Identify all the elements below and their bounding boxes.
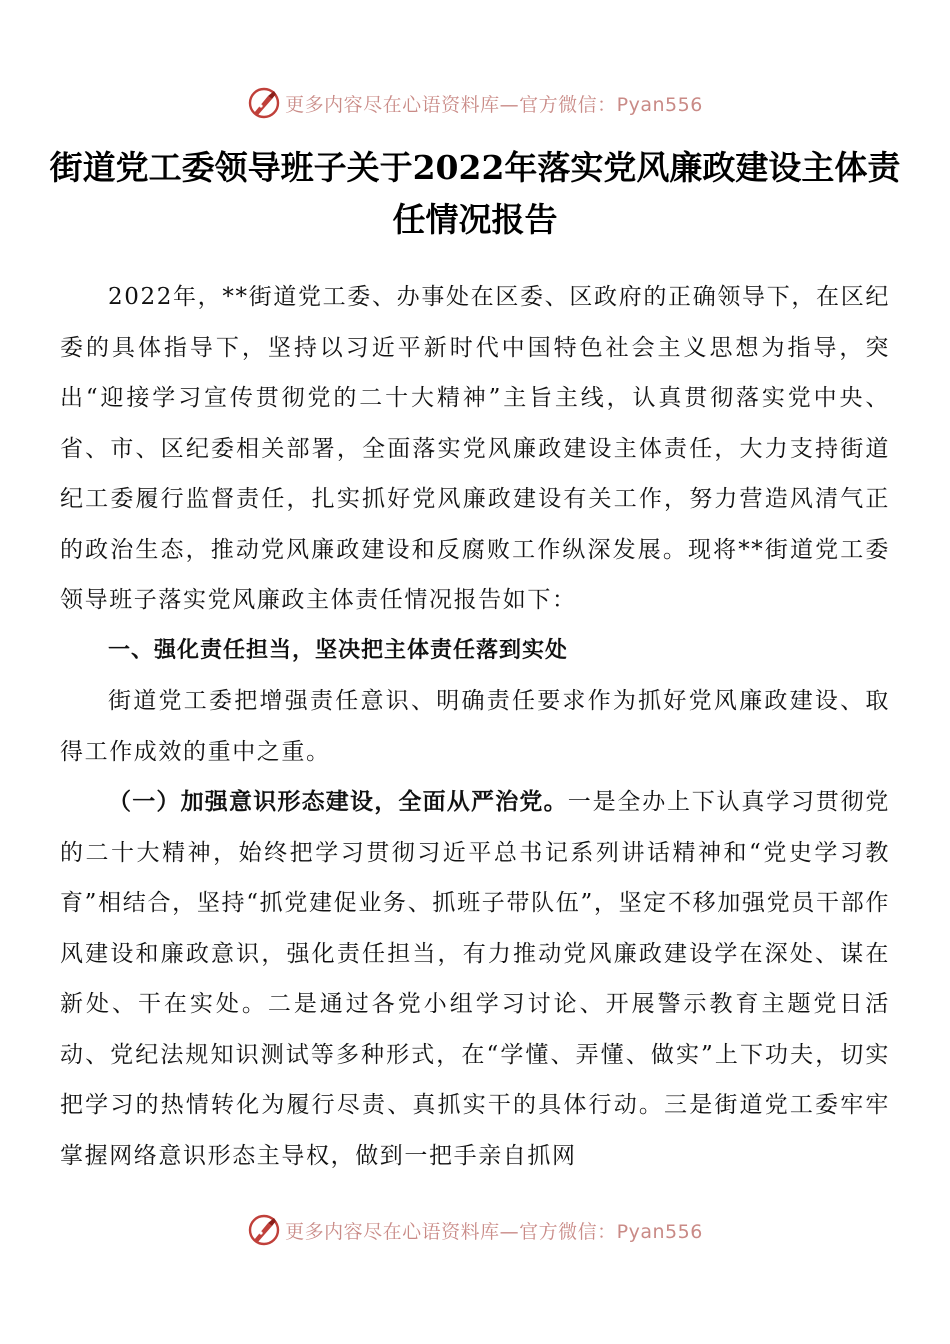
intro-paragraph: 2022年，**街道党工委、办事处在区委、区政府的正确领导下，在区纪委的具体指导下，坚持以习近平新时代中国特色社会主义思想为指导，突出“迎接学习宣传贯彻党的二十大精神”主旨主线，认真贯彻落实党中央、省、市、区纪委相关部署，全面落实党风廉政建设主体责任，大力支持街道纪工委履行监督责任，扎实抓好党风廉政建设有关工作，努力营造风清气正的政治生态，推动党风廉政建设和反腐败工作纵深发展。现将**街道党工委领导班子落实党风廉政主体责任情况报告如下： (60, 284, 890, 613)
document-title: 街道党工委领导班子关于2022年落实党风廉政建设主体责任情况报告 (49, 148, 901, 239)
subsection-paragraph-1 (60, 777, 890, 1181)
section-heading-1: 一、强化责任担当，坚决把主体责任落到实处 (108, 637, 569, 663)
watermark-footer (0, 1210, 950, 1250)
pen-nib-logo-icon (247, 1213, 281, 1247)
watermark-header (0, 83, 950, 123)
watermark-text: 更多内容尽在心语资料库—官方微信：Pyan556 (285, 1220, 703, 1243)
pen-nib-logo-icon (247, 86, 281, 120)
section-paragraph-1: 街道党工委把增强责任意识、明确责任要求作为抓好党风廉政建设、取得工作成效的重中之重。 (60, 688, 890, 765)
subsection-heading-1: （一）加强意识形态建设，全面从严治党。 (108, 788, 568, 815)
document-body (60, 272, 890, 1181)
subsection-text-1: 一是全办上下认真学习贯彻党的二十大精神，始终把学习贯彻习近平总书记系列讲话精神和“党史学习教育”相结合，坚持“抓党建促业务、抓班子带队伍”，坚定不移加强党员干部作风建设和廉政意识，强化责任担当，有力推动党风廉政建设学在深处、谋在新处、干在实处。二是通过各党小组学习讨论、开展警示教育主题党日活动、党纪法规知识测试等多种形式，在“学懂、弄懂、做实”上下功夫，切实把学习的热情转化为履行尽责、真抓实干的具体行动。三是街道党工委牢牢掌握网络意识形态主导权，做到一把手亲自抓网 (60, 789, 890, 1169)
watermark-text: 更多内容尽在心语资料库—官方微信：Pyan556 (285, 93, 703, 116)
